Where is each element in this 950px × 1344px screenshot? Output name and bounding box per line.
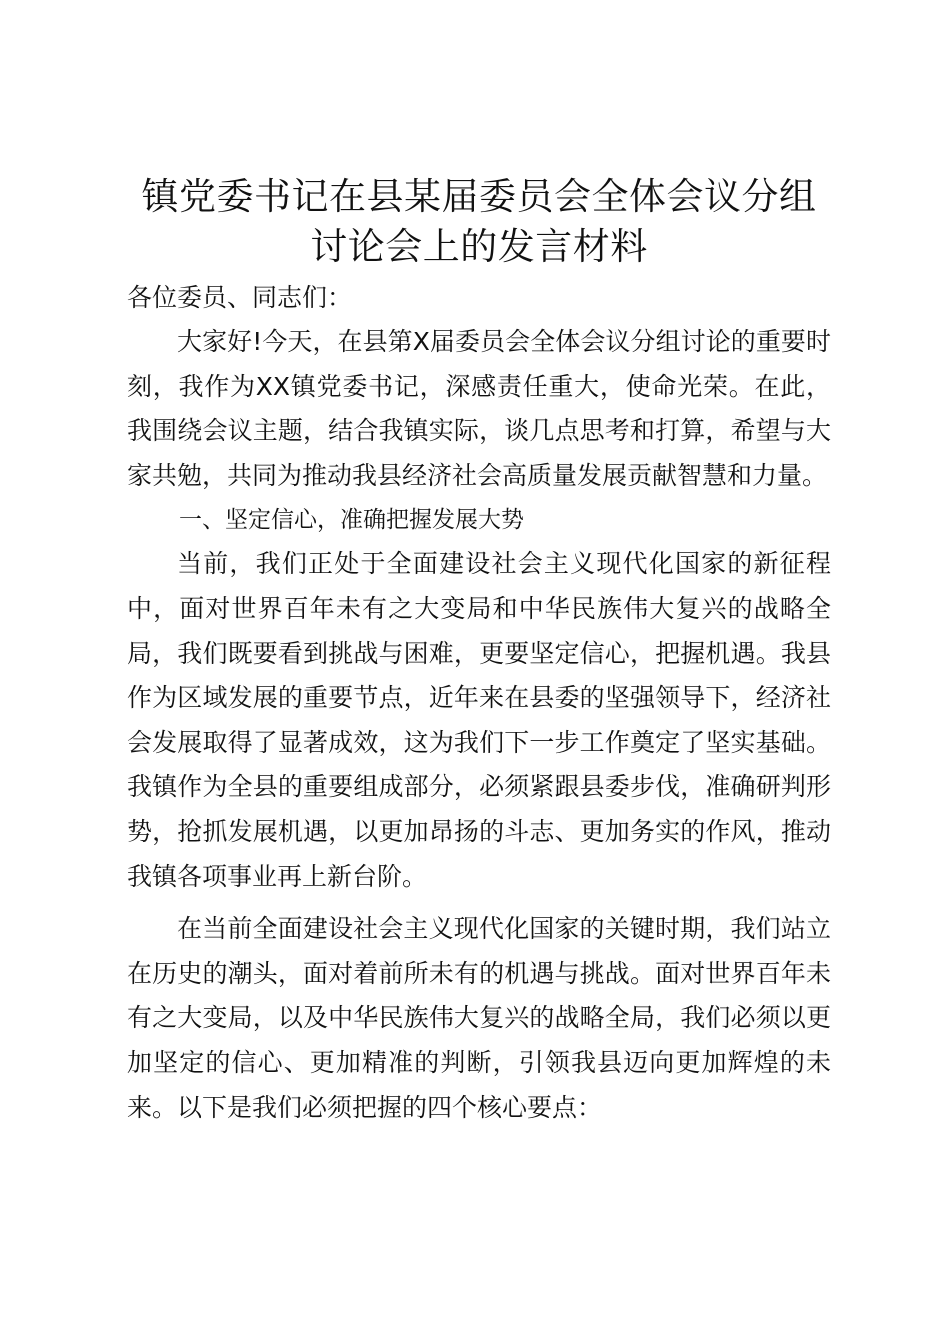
intro-paragraph: 大家好!今天，在县第X届委员会全体会议分组讨论的重要时刻，我作为XX镇党委书记，深感责任重大，使命光荣。在此，我围绕会议主题，结合我镇实际，谈几点思考和打算，希望与大家共勉，共同为推动我县经济社会高质量发展贡献智慧和力量。 xyxy=(127,327,831,490)
greeting-line: 各位委员、同志们： xyxy=(127,283,353,312)
document-title: 镇党委书记在县某届委员会全体会议分组讨论会上的发言材料 xyxy=(141,175,817,268)
section1-paragraph-1: 当前，我们正处于全面建设社会主义现代化国家的新征程中，面对世界百年未有之大变局和中华民族伟大复兴的战略全局，我们既要看到挑战与困难，更要坚定信心，把握机遇。我县作为区域发展的重要节点，近年来在县委的坚强领导下，经济社会发展取得了显著成效，这为我们下一步工作奠定了坚实基础。我镇作为全县的重要组成部分，必须紧跟县委步伐，准确研判形势，抢抓发展机遇，以更加昂扬的斗志、更加务实的作风，推动我镇各项事业再上新台阶。 xyxy=(127,549,831,891)
document-body xyxy=(127,172,831,1130)
section1-paragraph-2: 在当前全面建设社会主义现代化国家的关键时期，我们站立在历史的潮头，面对着前所未有的机遇与挑战。面对世界百年未有之大变局，以及中华民族伟大复兴的战略全局，我们必须以更加坚定的信心、更加精准的判断，引领我县迈向更加辉煌的未来。以下是我们必须把握的四个核心要点： xyxy=(127,914,831,1122)
section-heading-1: 一、坚定信心，准确把握发展大势 xyxy=(179,507,524,534)
